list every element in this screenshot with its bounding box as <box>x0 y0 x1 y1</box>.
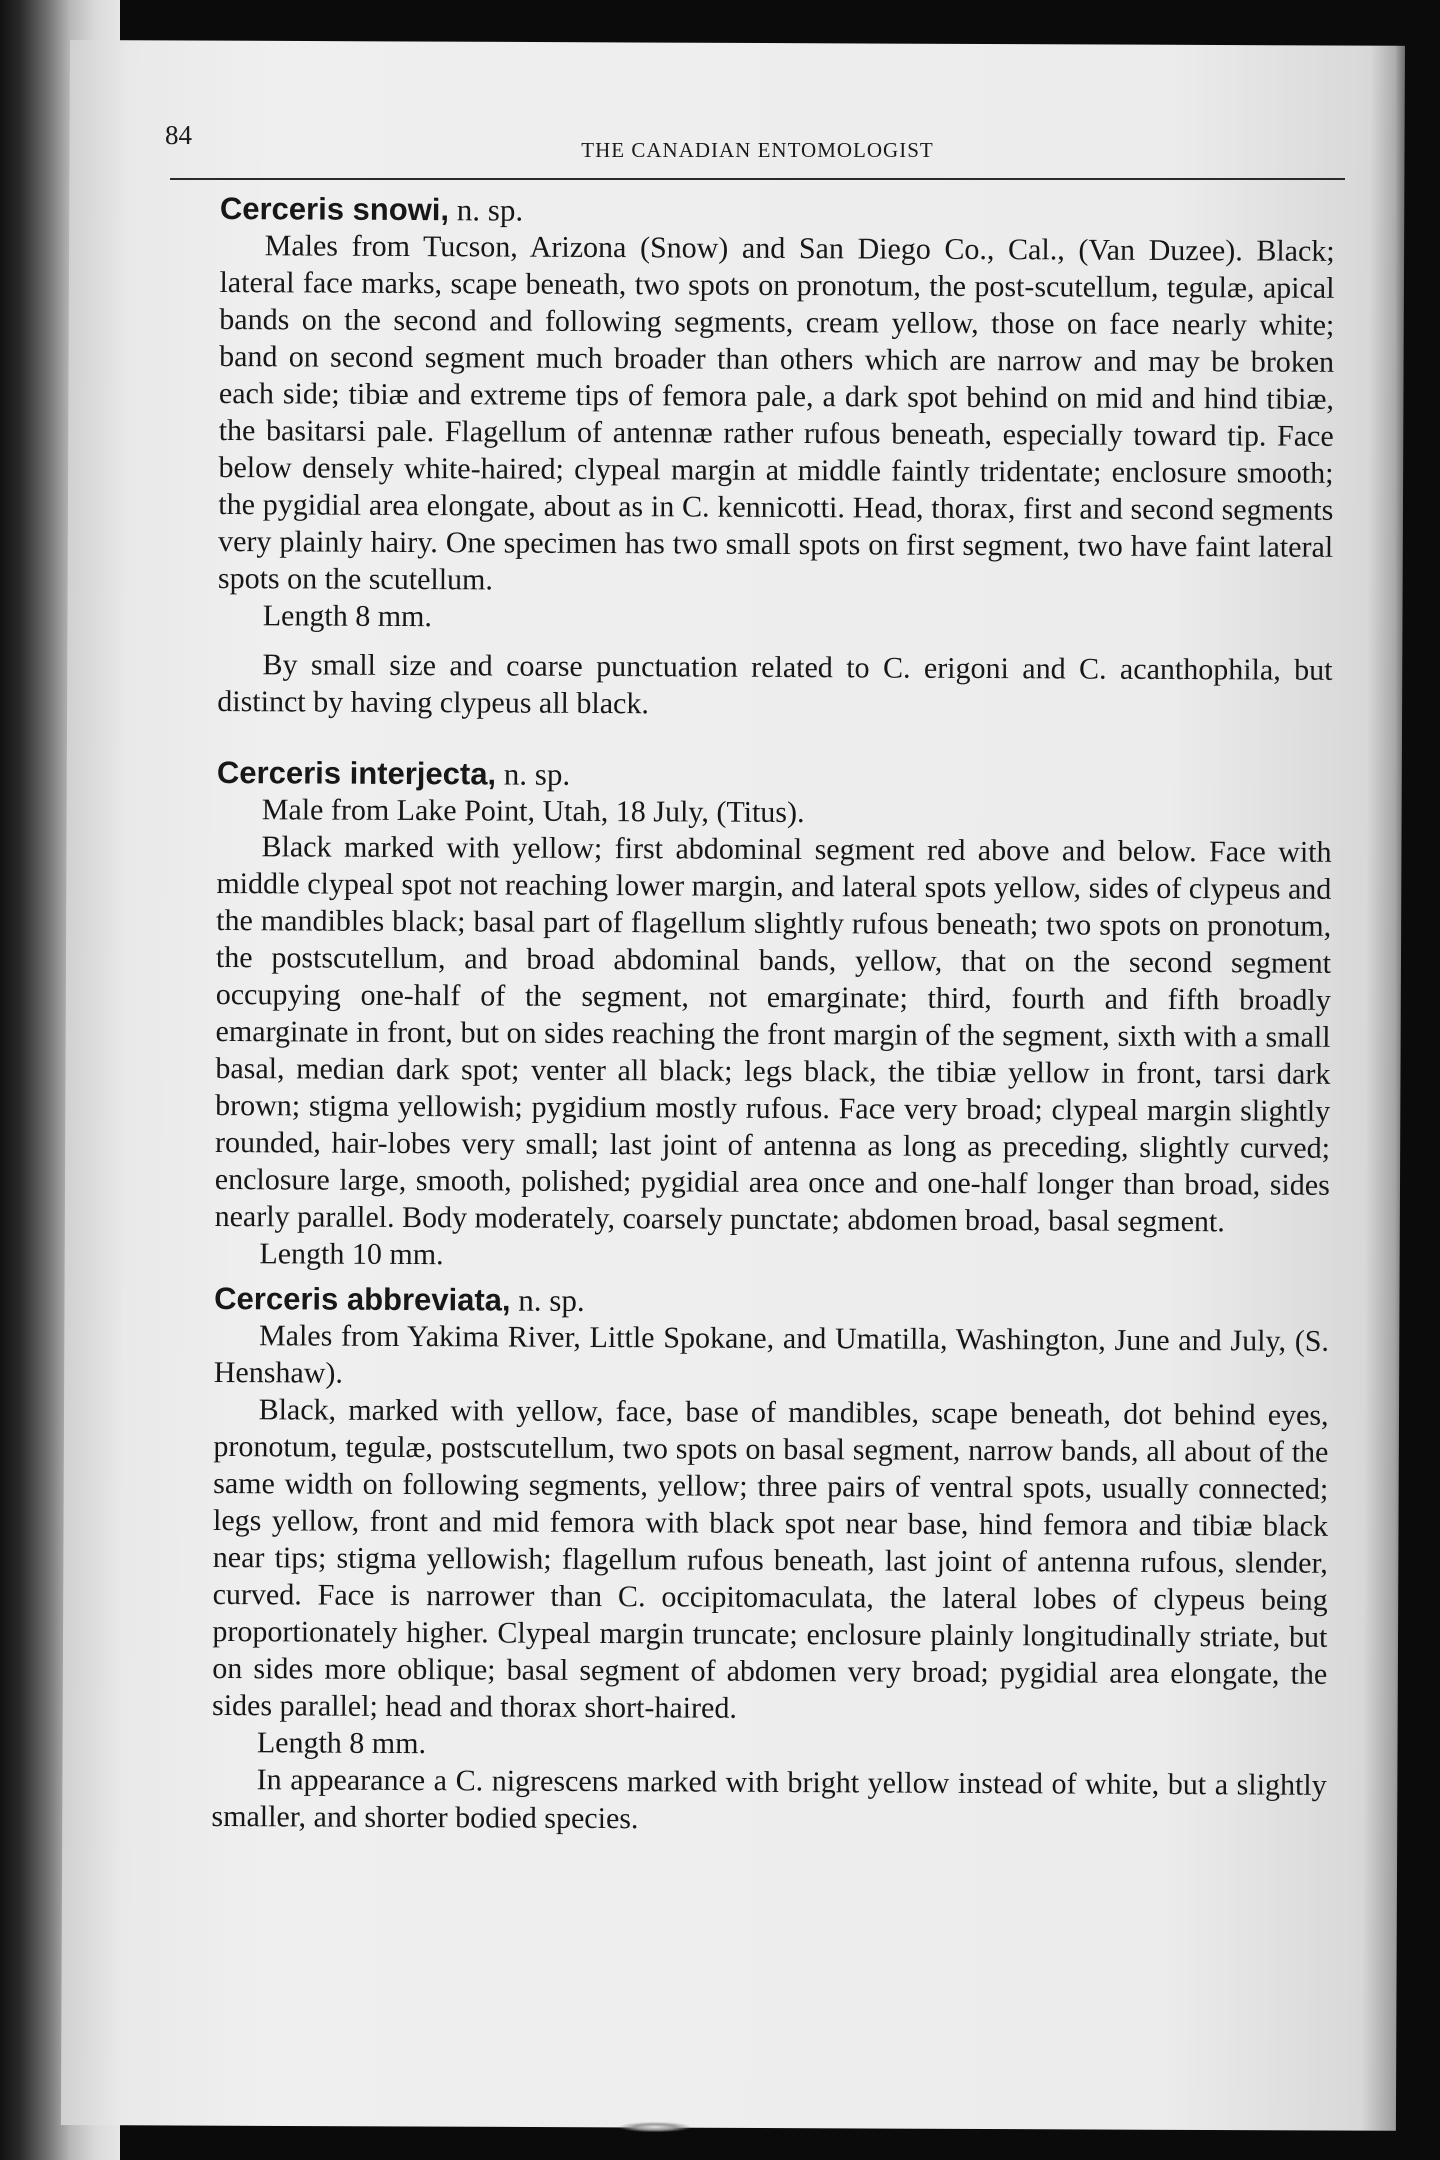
species-length: Length 8 mm. <box>256 1726 427 1761</box>
scan-artifact <box>620 2122 690 2132</box>
running-head: THE CANADIAN ENTOMOLOGIST <box>581 138 934 162</box>
header-rule <box>170 178 1345 180</box>
species-suffix: n. sp. <box>448 192 524 228</box>
species-suffix: n. sp. <box>510 1282 585 1318</box>
species-length: Length 10 mm. <box>259 1237 444 1272</box>
page-content <box>211 190 1335 1875</box>
species-heading <box>214 1280 1329 1323</box>
species-entry <box>217 190 1335 726</box>
page-header <box>165 120 1350 170</box>
species-paragraph: Black, marked with yellow, face, base of mandibles, scape beneath, dot behind eyes, pronotum, tegulæ, postscutellum, two spots on basal segment, narrow bands, all about of the same width on following segments, yellow; three pairs of ventral spots, usually connected; legs yellow, front and mid femora with black spot near base, hind femora and tibiæ black near tips; stigma yellowish; flagellum rufous beneath, last joint of antenna rufous, slender, curved. Face is narrower than C. occipitomaculata, the lateral lobes of clypeus being proportionately higher. Clypeal margin truncate; enclosure plainly longitudinally striate, but on sides more oblique; basal segment of abdomen very broad; pygidial area elongate, the sides parallel; head and thorax short-haired. <box>211 1393 1329 1725</box>
species-paragraph: Males from Tucson, Arizona (Snow) and San Diego Co., Cal., (Van Duzee). Black; lateral face marks, scape beneath, two spots on pronotum, the post-scutellum, tegulæ, apical bands on the second and following segments, cream yellow, those on face nearly white; band on second segment much broader than others which are narrow and may be broken each side; tibiæ and extreme tips of femora pale, a dark spot behind on mid and hind tibiæ, the basitarsi pale. Flagellum of antennæ rather rufous beneath, especially toward tip. Face below densely white-haired; clypeal margin at middle faintly tridentate; enclosure smooth; the pygidial area elongate, about as in C. kennicotti. Head, thorax, first and second segments very plainly hairy. One specimen has two small spots on first segment, two have faint lateral spots on the scutellum. <box>217 229 1335 597</box>
species-name: Cerceris abbreviata, <box>214 1280 511 1318</box>
species-heading <box>217 754 1332 797</box>
species-paragraph: Male from Lake Point, Utah, 18 July, (Titus). <box>261 793 805 830</box>
species-heading <box>220 190 1335 233</box>
species-entry <box>214 754 1332 1278</box>
species-paragraph: Black marked with yellow; first abdominal segment red above and below. Face with middle clypeal spot not reaching lower margin, and lateral spots yellow, sides of clypeus and the mandibles black; basal part of flagellum slightly rufous beneath; two spots on pronotum, the postscutellum, and broad abdominal bands, yellow, that on the second segment occupying one-half of the segment, not emarginate; third, fourth and fifth broadly emarginate in front, but on sides reaching the front margin of the segment, sixth with a small basal, median dark spot; venter all black; legs black, the tibiæ yellow in front, tarsi dark brown; stigma yellowish; pygidium mostly rufous. Face very broad; clypeal margin slightly rounded, hair-lobes very small; last joint of antenna as long as preceding, slightly curved; enclosure large, smooth, polished; pygidial area once and one-half longer than broad, sides nearly parallel. Body moderately, coarsely punctate; abdomen broad, basal segment. <box>214 830 1332 1239</box>
page-number: 84 <box>165 120 192 150</box>
species-paragraph: Males from Yakima River, Little Spokane, and Umatilla, Washington, June and July, (S. Henshaw). <box>213 1319 1330 1390</box>
species-suffix: n. sp. <box>496 756 571 792</box>
page-edge-shadow <box>1395 0 1440 2160</box>
species-entry <box>211 1280 1329 1841</box>
species-paragraph: By small size and coarse punctuation related to C. erigoni and C. acanthophila, but distinct by having clypeus all black. <box>217 648 1333 721</box>
species-length: Length 8 mm. <box>262 599 433 634</box>
species-name: Cerceris snowi, <box>219 190 450 228</box>
species-paragraph: In appearance a C. nigrescens marked with bright yellow instead of white, but a slightly smaller, and shorter bodied species. <box>211 1763 1327 1836</box>
species-name: Cerceris interjecta, <box>216 754 497 792</box>
